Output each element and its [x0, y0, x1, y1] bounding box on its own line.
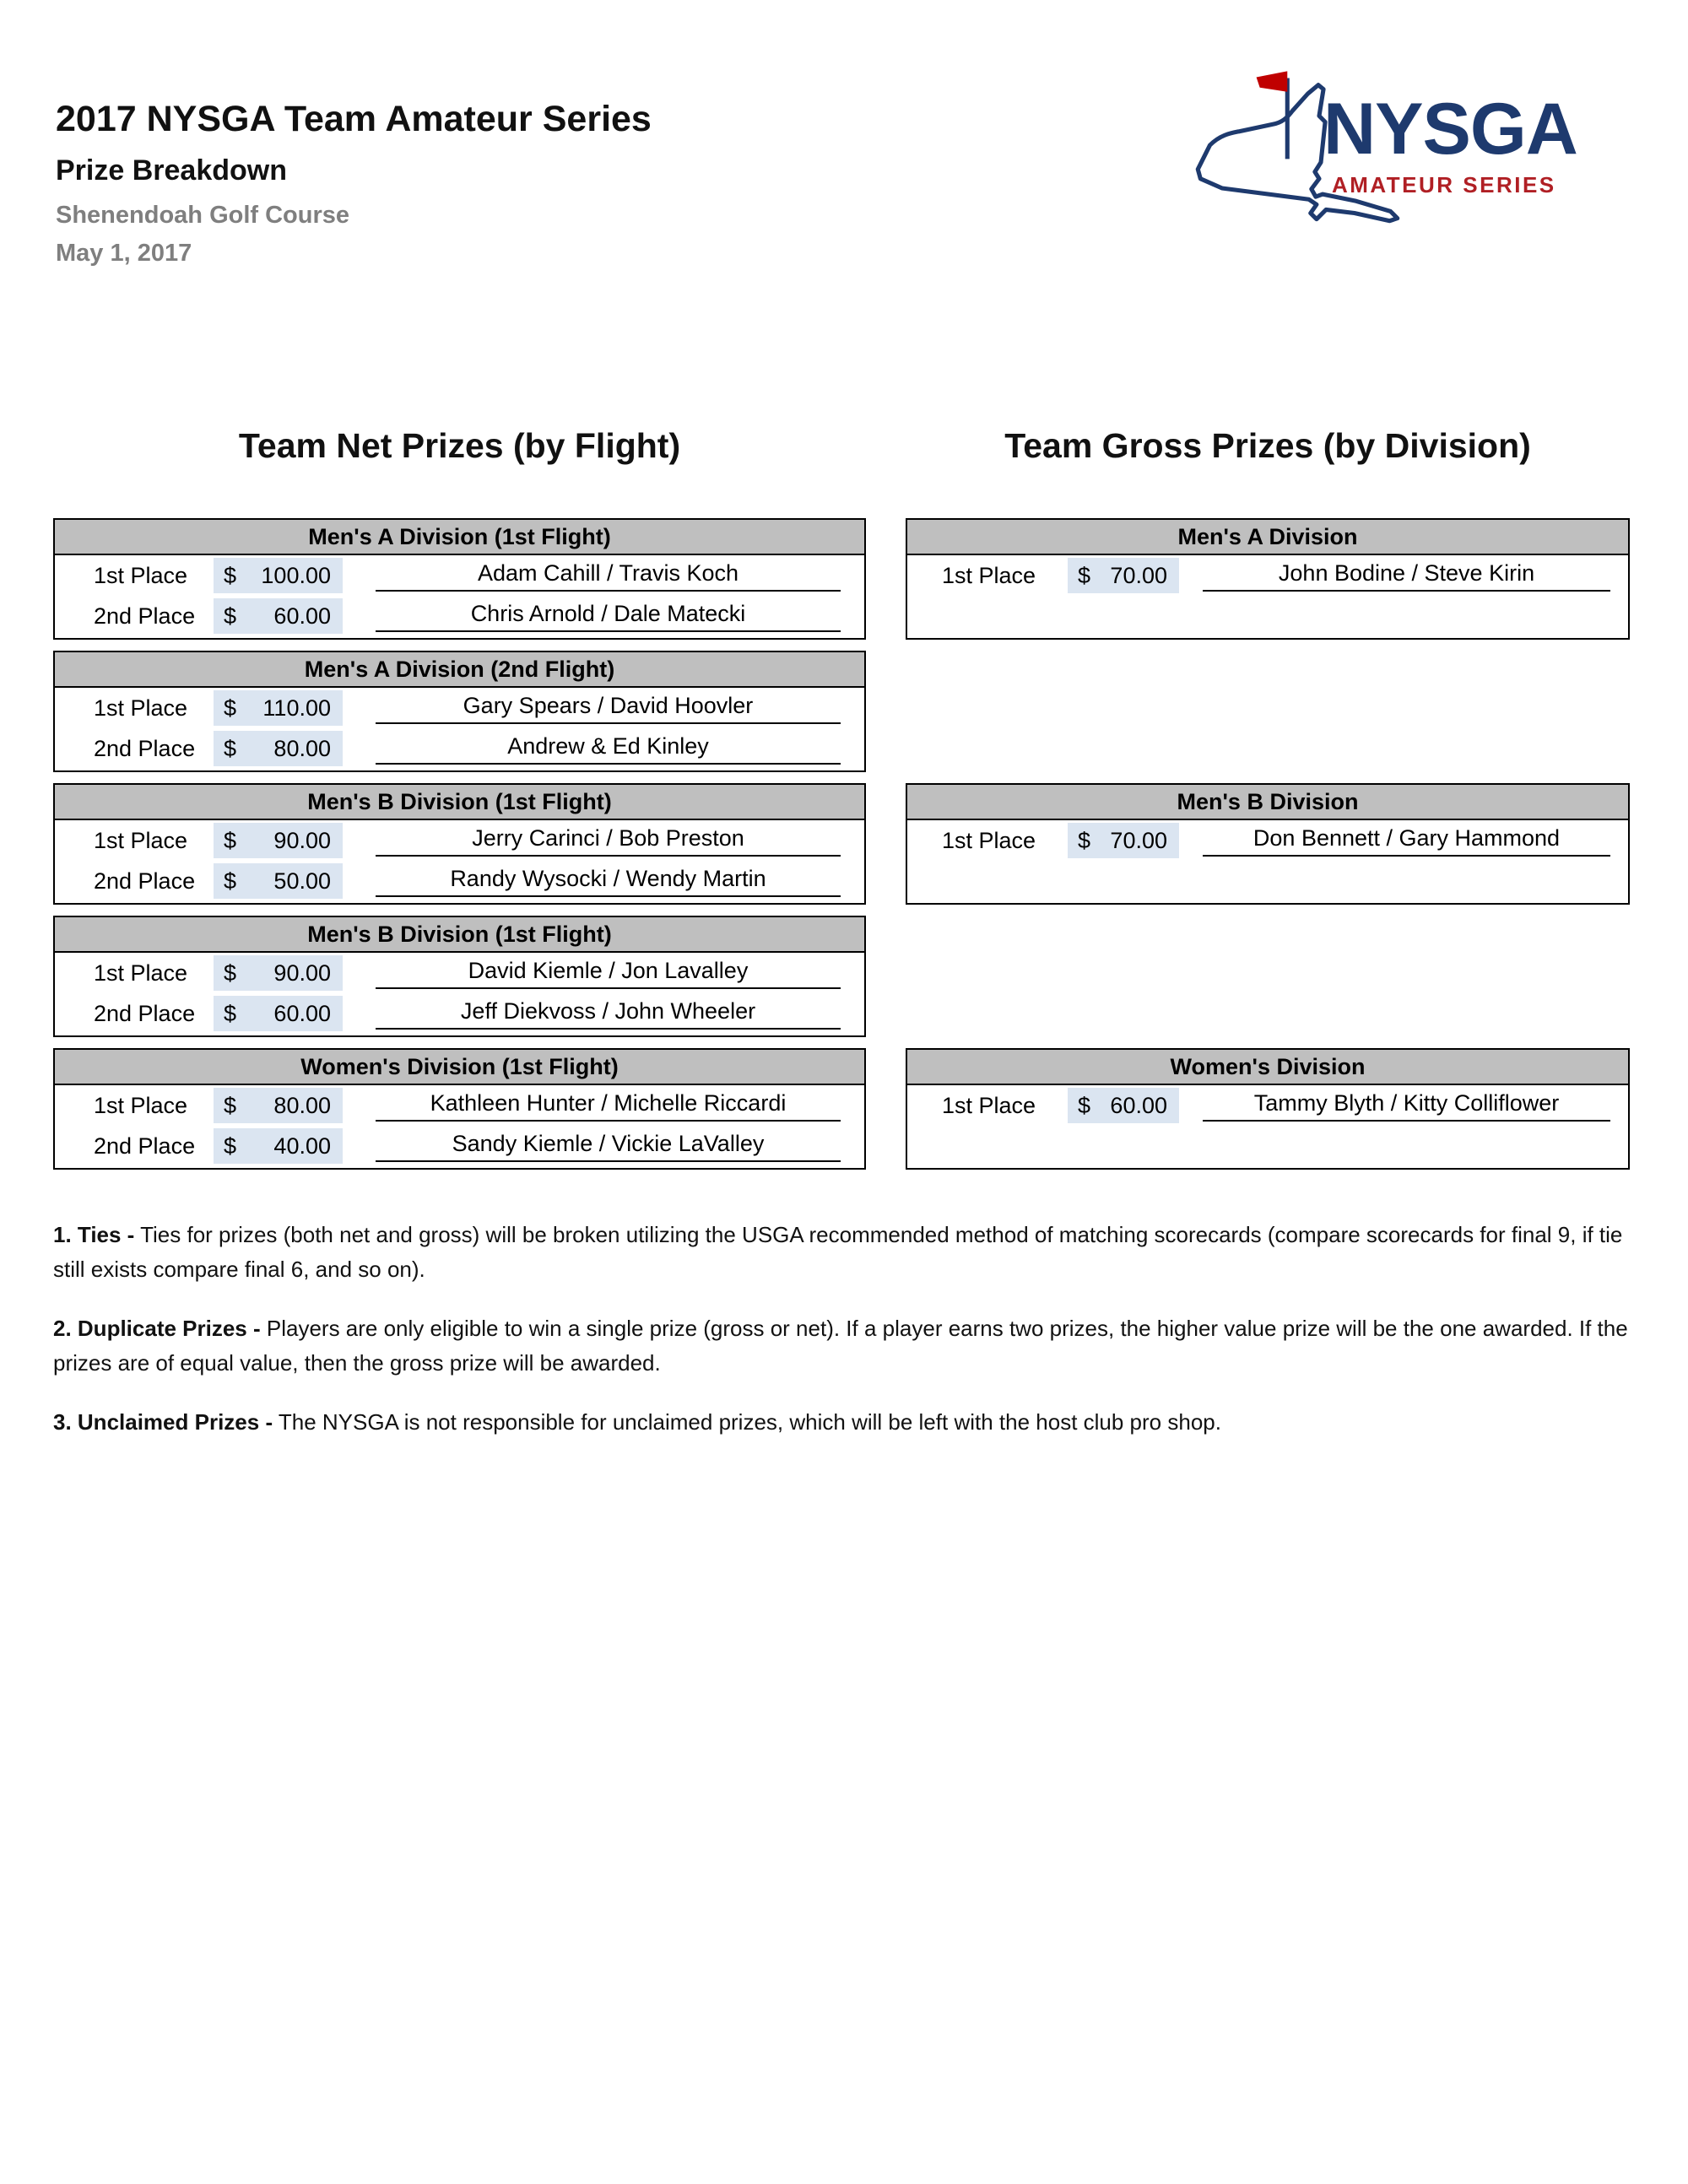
amount-value: 40.00 [273, 1133, 331, 1159]
prize-row [55, 728, 864, 769]
currency-symbol: $ [224, 695, 237, 721]
team-cell [343, 596, 864, 636]
course-name: Shenendoah Golf Course [56, 202, 350, 230]
currency-symbol: $ [224, 603, 237, 629]
gross-table-1 [906, 783, 1630, 905]
prize-row [55, 1126, 864, 1166]
place-label: 1st Place [94, 695, 188, 721]
team-cell [343, 953, 864, 993]
currency-symbol: $ [224, 827, 237, 853]
prize-row [55, 993, 864, 1034]
place-label: 2nd Place [94, 1133, 196, 1159]
place-label: 1st Place [942, 827, 1036, 853]
gross-table-2 [906, 1048, 1630, 1170]
note-item [53, 1218, 1642, 1287]
prize-row [55, 953, 864, 993]
currency-symbol: $ [1078, 1092, 1091, 1118]
note-item [53, 1405, 1642, 1440]
net-table-2 [53, 783, 866, 905]
division-header: Men's A Division (2nd Flight) [55, 652, 864, 688]
team-cell [343, 1126, 864, 1166]
amount-cell [214, 996, 343, 1031]
document-header [56, 98, 652, 268]
net-table-1 [53, 651, 866, 772]
note-label: 3. Unclaimed Prizes - [53, 1409, 273, 1435]
amount-value: 80.00 [273, 735, 331, 761]
prize-row [55, 1085, 864, 1126]
note-text: Ties for prizes (both net and gross) will be broken utilizing the USGA recommended method of matching scorecards (compare scorecards for final 9, if tie still exists compare final 6, and so on). [53, 1222, 1623, 1282]
team-names: Gary Spears / David Hoovler [376, 692, 841, 724]
amount-cell [214, 955, 343, 991]
amount-cell [1068, 558, 1179, 593]
place-label: 2nd Place [94, 603, 196, 629]
team-cell [343, 688, 864, 728]
prize-row [55, 861, 864, 901]
amount-cell [214, 690, 343, 726]
place-label: 1st Place [942, 1092, 1036, 1118]
amount-value: 100.00 [261, 562, 331, 588]
team-cell [1179, 555, 1628, 596]
page-title: 2017 NYSGA Team Amateur Series [56, 99, 652, 139]
net-section-title: Team Net Prizes (by Flight) [238, 426, 681, 465]
amount-cell [214, 1088, 343, 1123]
team-names: John Bodine / Steve Kirin [1203, 560, 1610, 592]
gross-table-0 [906, 518, 1630, 640]
amount-cell [214, 863, 343, 899]
amount-value: 70.00 [1110, 827, 1167, 853]
place-label: 1st Place [94, 960, 188, 986]
team-cell [343, 728, 864, 769]
logo-tagline: AMATEUR SERIES [1332, 172, 1556, 197]
currency-symbol: $ [224, 868, 237, 894]
place-label: 2nd Place [94, 735, 196, 761]
division-header: Women's Division (1st Flight) [55, 1050, 864, 1085]
prize-row [907, 555, 1628, 596]
logo-wordmark: NYSGA [1323, 89, 1577, 170]
place-label: 1st Place [94, 1092, 188, 1118]
note-item [53, 1311, 1642, 1381]
net-table-0 [53, 518, 866, 640]
division-header: Men's A Division (1st Flight) [55, 520, 864, 555]
division-header: Men's A Division [907, 520, 1628, 555]
amount-value: 60.00 [273, 1000, 331, 1026]
division-header: Women's Division [907, 1050, 1628, 1085]
team-names: Kathleen Hunter / Michelle Riccardi [376, 1089, 841, 1122]
place-label: 2nd Place [94, 1000, 196, 1026]
currency-symbol: $ [1078, 562, 1091, 588]
team-names: Adam Cahill / Travis Koch [376, 560, 841, 592]
currency-symbol: $ [224, 1092, 237, 1118]
prize-row [55, 596, 864, 636]
amount-cell [214, 1128, 343, 1164]
team-names: Sandy Kiemle / Vickie LaValley [376, 1130, 841, 1162]
prize-row [55, 555, 864, 596]
team-cell [343, 993, 864, 1034]
team-names: Don Bennett / Gary Hammond [1203, 824, 1610, 857]
currency-symbol: $ [224, 960, 237, 986]
net-table-4 [53, 1048, 866, 1170]
amount-value: 50.00 [273, 868, 331, 894]
team-names: Jerry Carinci / Bob Preston [376, 824, 841, 857]
currency-symbol: $ [224, 1000, 237, 1026]
gross-section-title: Team Gross Prizes (by Division) [1004, 426, 1531, 465]
note-text: Players are only eligible to win a single prize (gross or net). If a player earns two prizes, the higher value prize will be the one awarded. If the prizes are of equal value, then the gross prize will be awarded. [53, 1316, 1628, 1376]
place-label: 2nd Place [94, 868, 196, 894]
currency-symbol: $ [224, 562, 237, 588]
team-names: Chris Arnold / Dale Matecki [376, 600, 841, 632]
prize-row [907, 1085, 1628, 1126]
amount-value: 110.00 [262, 695, 331, 721]
team-cell [343, 861, 864, 901]
amount-cell [214, 598, 343, 634]
team-cell [343, 555, 864, 596]
amount-value: 70.00 [1110, 562, 1167, 588]
place-label: 1st Place [94, 562, 188, 588]
amount-cell [1068, 1088, 1179, 1123]
currency-symbol: $ [1078, 827, 1091, 853]
currency-symbol: $ [224, 735, 237, 761]
nysga-logo [1182, 59, 1637, 283]
amount-value: 60.00 [1110, 1092, 1167, 1118]
division-header: Men's B Division (1st Flight) [55, 917, 864, 953]
amount-value: 90.00 [273, 827, 331, 853]
prize-row [907, 820, 1628, 861]
team-names: Andrew & Ed Kinley [376, 733, 841, 765]
team-names: Tammy Blyth / Kitty Colliflower [1203, 1089, 1610, 1122]
team-cell [1179, 820, 1628, 861]
note-label: 2. Duplicate Prizes - [53, 1316, 261, 1341]
flag-icon [1257, 71, 1288, 91]
amount-cell [214, 731, 343, 766]
note-label: 1. Ties - [53, 1222, 135, 1247]
division-header: Men's B Division (1st Flight) [55, 785, 864, 820]
note-text: The NYSGA is not responsible for unclaimed prizes, which will be left with the host club pro shop. [273, 1409, 1221, 1435]
team-names: Randy Wysocki / Wendy Martin [376, 865, 841, 897]
division-header: Men's B Division [907, 785, 1628, 820]
amount-cell [1068, 823, 1179, 858]
amount-cell [214, 558, 343, 593]
notes [53, 1218, 1642, 1464]
team-cell [343, 1085, 864, 1126]
amount-cell [214, 823, 343, 858]
team-names: David Kiemle / Jon Lavalley [376, 957, 841, 989]
event-date: May 1, 2017 [56, 240, 192, 268]
amount-value: 60.00 [273, 603, 331, 629]
place-label: 1st Place [94, 827, 188, 853]
amount-value: 90.00 [273, 960, 331, 986]
prize-row [55, 820, 864, 861]
team-cell [1179, 1085, 1628, 1126]
amount-value: 80.00 [273, 1092, 331, 1118]
currency-symbol: $ [224, 1133, 237, 1159]
team-names: Jeff Diekvoss / John Wheeler [376, 997, 841, 1030]
prize-row [55, 688, 864, 728]
place-label: 1st Place [942, 562, 1036, 588]
team-cell [343, 820, 864, 861]
subtitle: Prize Breakdown [56, 154, 287, 187]
net-table-3 [53, 916, 866, 1037]
